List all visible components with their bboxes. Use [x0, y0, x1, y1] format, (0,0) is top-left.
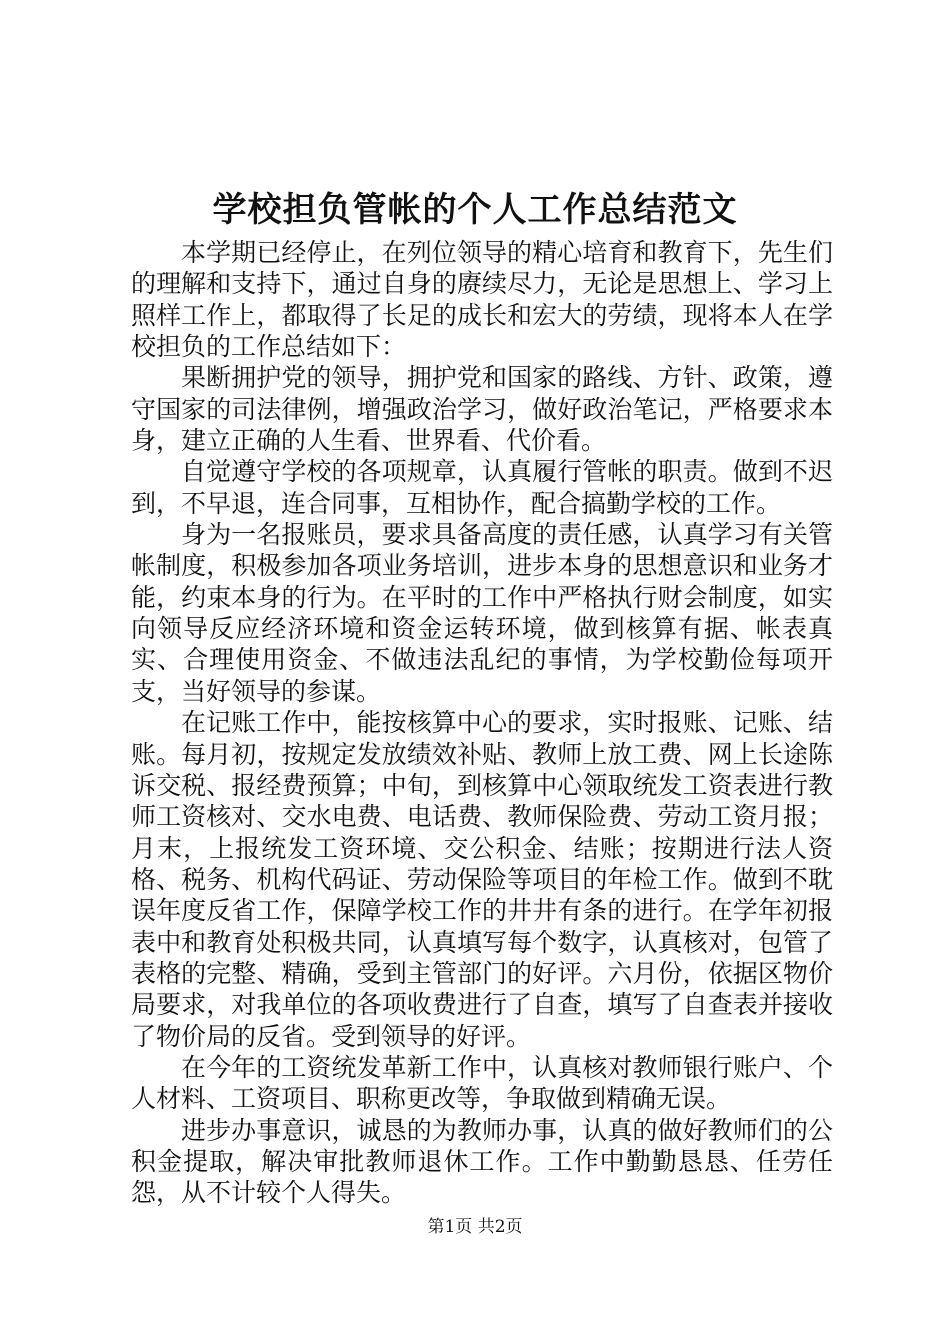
paragraph: 在记账工作中，能按核算中心的要求，实时报账、记账、结账。每月初，按规定发放绩效补贴、教师上放工费、网上长途陈诉交税、报经费预算；中旬，到核算中心领取统发工资表进行教师工资核对、交水电费、电话费、教师保险费、劳动工资月报；月末，上报统发工资环境、交公积金、结账；按期进行法人资格、税务、机构代码证、劳动保险等项目的年检工作。做到不耽误年度反省工作，保障学校工作的井井有条的进行。在学年初报表中和教育处积极共同，认真填写每个数字，认真核对，包管了表格的完整、精确，受到主管部门的好评。六月份，依据区物价局要求，对我单位的各项收费进行了自查，填写了自查表并接收了物价局的反省。受到领导的好评。 [131, 708, 833, 1051]
paragraph: 在今年的工资统发革新工作中，认真核对教师银行账户、个人材料、工资项目、职称更改等，争取做到精确无误。 [131, 1052, 833, 1114]
paragraph: 本学期已经停止，在列位领导的精心培育和教育下，先生们的理解和支持下，通过自身的赓续尽力，无论是思想上、学习上照样工作上，都取得了长足的成长和宏大的劳绩，现将本人在学校担负的工作总结如下： [131, 238, 833, 362]
document-body [131, 237, 833, 1209]
paragraph: 身为一名报账员，要求具备高度的责任感，认真学习有关管帐制度，积极参加各项业务培训，进步本身的思想意识和业务才能，约束本身的行为。在平时的工作中严格执行财会制度，如实向领导反应经济环境和资金运转环境，做到核算有据、帐表真实、合理使用资金、不做违法乱纪的事情，为学校勤俭每项开支，当好领导的参谋。 [131, 520, 833, 706]
document-title: 学校担负管帐的个人工作总结范文 [212, 190, 738, 230]
paragraph: 果断拥护党的领导，拥护党和国家的路线、方针、政策，遵守国家的司法律例，增强政治学习，做好政治笔记，严格要求本身，建立正确的人生看、世界看、代价看。 [131, 363, 833, 456]
paragraph: 自觉遵守学校的各项规章，认真履行管帐的职责。做到不迟到，不早退，连合同事，互相协作，配合搞勤学校的工作。 [131, 457, 833, 518]
page-number-footer: 第1页 共2页 [427, 1217, 523, 1237]
paragraph: 进步办事意识，诚恳的为教师办事，认真的做好教师们的公积金提取，解决审批教师退休工作。工作中勤勤恳恳、任劳任怨，从不计较个人得失。 [131, 1115, 833, 1208]
